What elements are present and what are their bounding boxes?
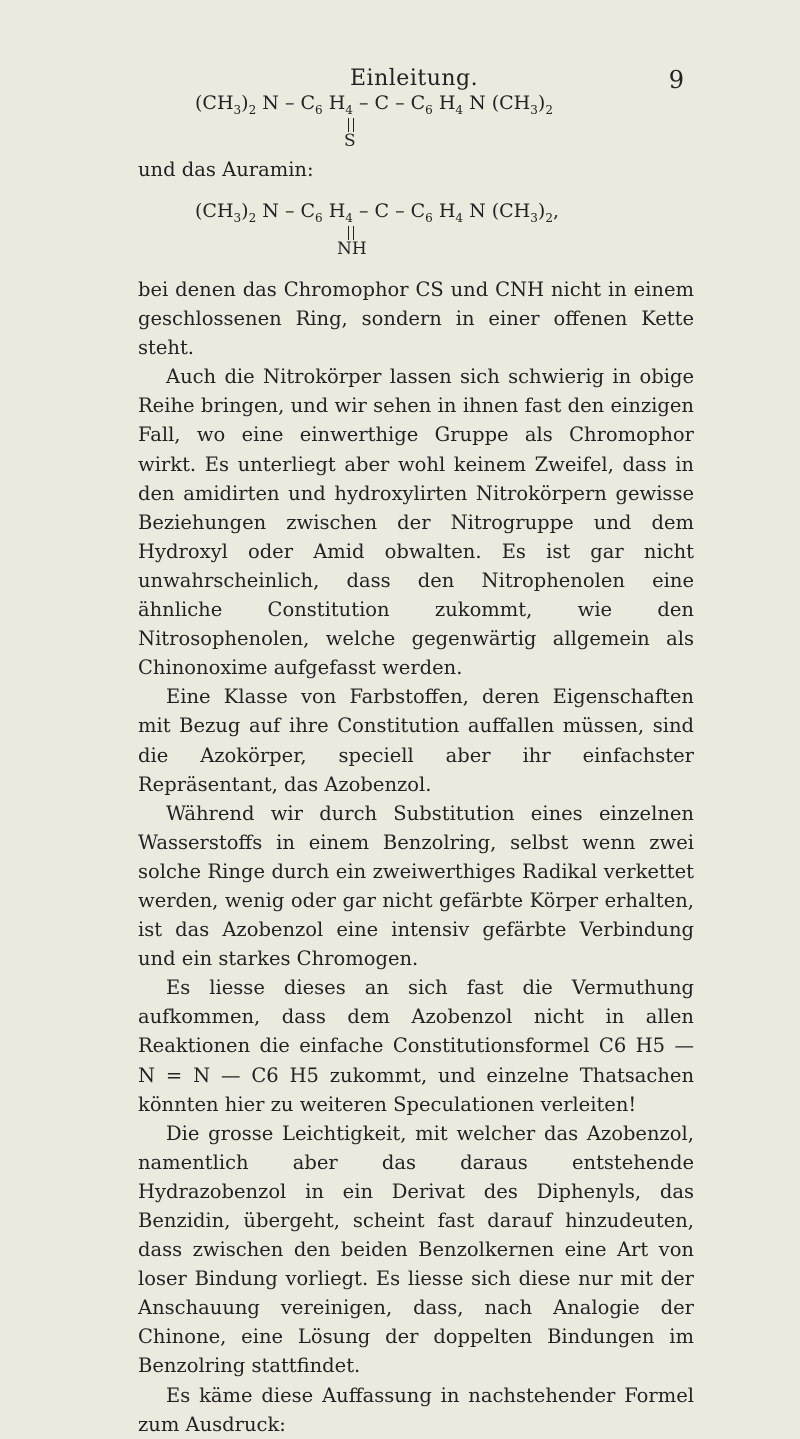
paragraph-2: Auch die Nitrokörper lassen sich schwierig in obige Reihe bringen, und wir sehen in ihnen fast den einzigen Fall, wo eine einwerthige Gruppe als Chromophor wirkt. Es unterliegt aber wohl keinem Zweifel, dass in den amidirten und hydroxylirten Nitrokörpern gewisse Beziehungen zwischen der Nitrogruppe und dem Hydroxyl oder Amid obwalten. Es ist gar nicht unwahrscheinlich, dass den Nitrophenolen eine ähnliche Constitution zukommt, wie den Nitrosophenolen, welche gegenwärtig allgemein als Chinonoxime aufgefasst werden. <box>138 365 694 680</box>
formula-auramin <box>195 200 560 225</box>
formula-2-text: $(CH_3)_2$ N – $C_6$ $H_4$ – C – $C_6$ $H_4$ N $(CH_3)_2$, <box>195 200 560 225</box>
formula-thio-michler-ketone <box>195 92 553 117</box>
double-bond-mark <box>348 226 354 240</box>
body-text <box>138 275 694 1439</box>
paragraph-1: bei denen das Chromophor CS und CNH nicht in einem geschlossenen Ring, sondern in einer offenen Kette steht. <box>138 278 694 360</box>
running-title: Einleitung. <box>350 66 479 91</box>
formula-1-below: S <box>344 131 356 151</box>
page-number: 9 <box>668 66 684 94</box>
paragraph-3: Eine Klasse von Farbstoffen, deren Eigenschaften mit Bezug auf ihre Constitution auffallen müssen, sind die Azokörper, speciell aber ihr einfachster Repräsentant, das Azobenzol. <box>138 685 694 796</box>
formula-2-below: NH <box>337 239 367 259</box>
formula-1-text: $(CH_3)_2$ N – $C_6$ $H_4$ – C – $C_6$ $H_4$ N $(CH_3)_2$ <box>195 92 553 117</box>
paragraph-6: Die grosse Leichtigkeit, mit welcher das Azobenzol, namentlich aber das daraus entstehende Hydrazobenzol in ein Derivat des Diphenyls, das Benzidin, übergeht, scheint fast darauf hinzudeuten, dass zwischen den beiden Benzolkernen eine Art von loser Bindung vorliegt. Es liesse sich diese nur mit der Anschauung vereinigen, dass, nach Analogie der Chinone, eine Lösung der doppelten Bindungen im Benzolring stattfindet. <box>138 1121 694 1378</box>
paragraph-5: Es liesse dieses an sich fast die Vermuthung aufkommen, dass dem Azobenzol nicht in allen Reaktionen die einfache Constitutionsformel C6 H5 — N = N — C6 H5 zukommt, und einzelne Thatsachen könnten hier zu weiteren Speculationen verleiten! <box>138 976 694 1116</box>
double-bond-mark <box>348 118 354 132</box>
paragraph-4: Während wir durch Substitution eines einzelnen Wasserstoffs in einem Benzolring, selbst wenn zwei solche Ringe durch ein zweiwerthiges Radikal verkettet werden, wenig oder gar nicht gefärbte Körper erhalten, ist das Azobenzol eine intensiv gefärbte Verbindung und ein starkes Chromogen. <box>138 801 694 971</box>
paragraph-7: Es käme diese Auffassung in nachstehender Formel zum Ausdruck: <box>138 1383 694 1436</box>
intro-label: und das Auramin: <box>138 158 314 181</box>
